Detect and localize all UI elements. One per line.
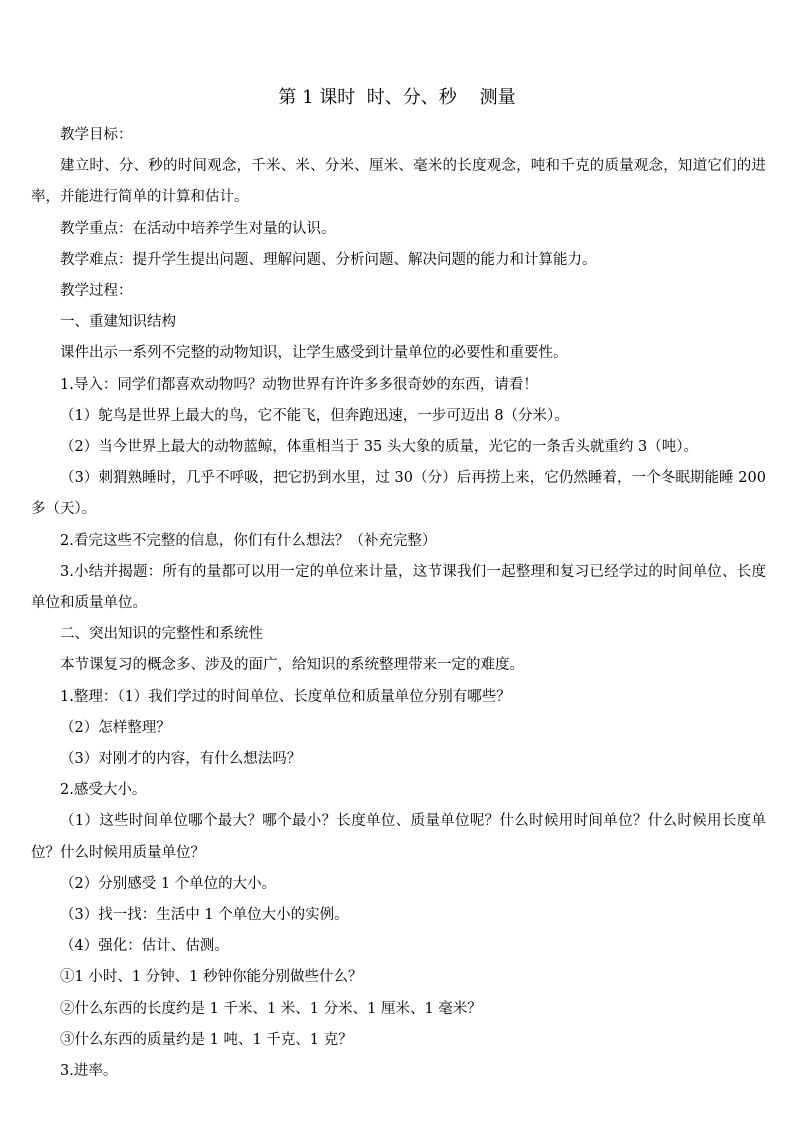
list-item: （3）找一找：生活中 1 个单位大小的实例。 [60, 907, 349, 924]
paragraph: 课件出示一系列不完整的动物知识，让学生感受到计量单位的必要性和重要性。 [60, 345, 568, 362]
paragraph: 2.看完这些不完整的信息，你们有什么想法？（补充完整） [60, 532, 437, 549]
list-item: （3）对刚才的内容，有什么想法吗？ [60, 751, 302, 768]
section-label-process: 教学过程： [60, 283, 133, 300]
list-item: ③什么东西的质量约是 1 吨、1 千克、1 克？ [60, 1031, 353, 1048]
section-label-objectives: 教学目标： [60, 127, 133, 143]
list-item: （2）怎样整理？ [60, 719, 171, 736]
list-item: ②什么东西的长度约是 1 千米、1 米、1 分米、1 厘米、1 毫米？ [60, 1000, 482, 1017]
list-item: （1）这些时间单位哪个最大？哪个最小？长度单位、质量单位呢？什么时候用时间单位？什么时候用长度单位？什么时候用质量单位？ [31, 813, 766, 861]
list-item: （2）分别感受 1 个单位的大小。 [60, 875, 277, 892]
paragraph: 2.感受大小。 [60, 782, 147, 799]
key-point-text: 教学重点：在活动中培养学生对量的认识。 [60, 220, 336, 237]
document-body [31, 120, 766, 1087]
list-item: （2）当今世界上最大的动物蓝鲸，体重相当于 35 头大象的质量，光它的一条舌头就重约 3（吨）。 [60, 439, 698, 456]
list-item: ①1 小时、1 分钟、1 秒钟你能分别做些什么？ [60, 969, 363, 986]
paragraph: 1.导入：同学们都喜欢动物吗？动物世界有许许多多很奇妙的东西，请看！ [60, 376, 538, 393]
list-item: （4）强化：估计、估测。 [60, 938, 229, 955]
section-heading-2: 二、突出知识的完整性和系统性 [60, 626, 263, 643]
paragraph: 3.进率。 [60, 1063, 118, 1080]
difficulty-text: 教学难点：提升学生提出问题、理解问题、分析问题、解决问题的能力和计算能力。 [60, 251, 597, 268]
section-heading-1: 一、重建知识结构 [60, 314, 176, 331]
paragraph: 1.整理：（1）我们学过的时间单位、长度单位和质量单位分别有哪些？ [60, 688, 511, 705]
paragraph: 3.小结并揭题：所有的量都可以用一定的单位来计量，这节课我们一起整理和复习已经学过的时间单位、长度单位和质量单位。 [31, 563, 766, 612]
list-item: （3）刺猬熟睡时，几乎不呼吸，把它扔到水里，过 30（分）后再捞上来，它仍然睡着，一个冬眠期能睡 200 多（天）。 [31, 470, 766, 518]
objectives-text: 建立时、分、秒的时间观念，千米、米、分米、厘米、毫米的长度观念，吨和千克的质量观念，知道它们的进率，并能进行简单的计算和估计。 [31, 158, 766, 206]
lesson-title: 第 1 课时 时、分、秒 测量 [278, 87, 516, 108]
paragraph: 本节课复习的概念多、涉及的面广，给知识的系统整理带来一定的难度。 [60, 657, 524, 674]
list-item: （1）鸵鸟是世界上最大的鸟，它不能飞，但奔跑迅速，一步可迈出 8（分米）。 [60, 407, 569, 424]
